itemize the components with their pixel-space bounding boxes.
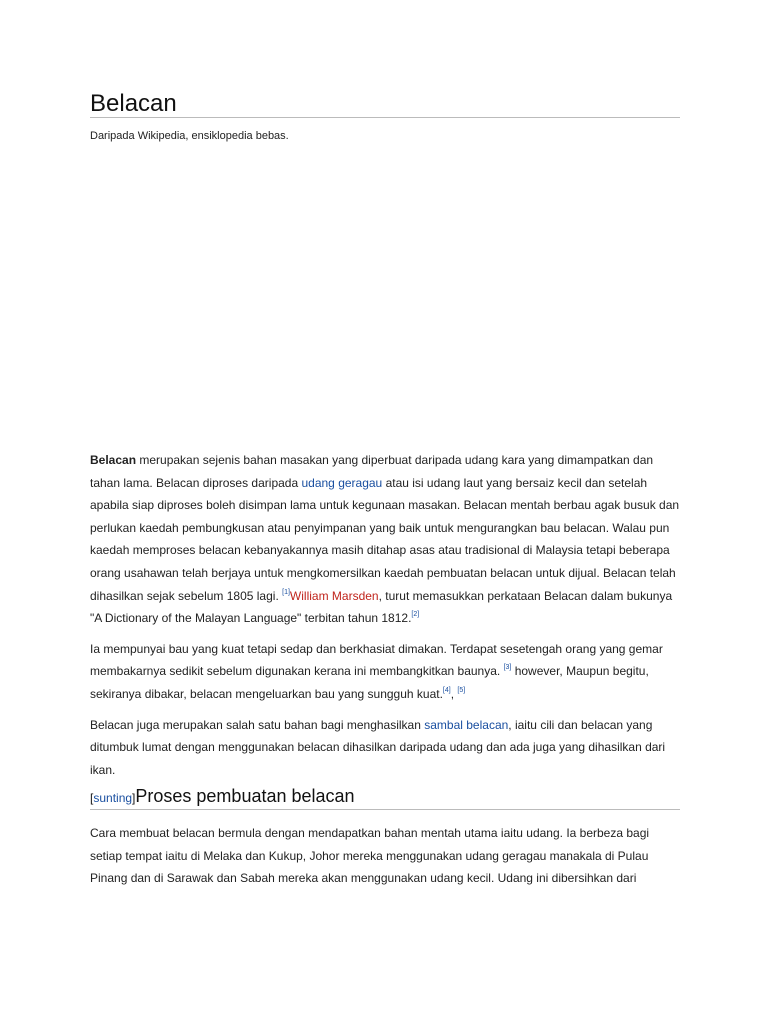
section-title: Proses pembuatan belacan <box>135 786 355 806</box>
section-divider <box>90 809 680 810</box>
paragraph-aroma <box>90 638 680 706</box>
page-title: Belacan <box>90 90 177 117</box>
section-body <box>90 822 680 898</box>
reference-2[interactable]: [2] <box>411 611 420 619</box>
reference-4[interactable]: [4] <box>442 686 451 694</box>
edit-bracket-close: ] <box>132 791 136 805</box>
text-run: Ia mempunyai bau yang kuat tetapi sedap dan berkhasiat dimakan. Terdapat sesetengah orang yang gemar membakarnya sedikit sebelum digunakan kerana ini membangkitkan baunya. <box>90 641 663 679</box>
title-divider <box>90 117 680 118</box>
text-run: , iaitu cili dan belacan yang ditumbuk lumat dengan menggunakan belacan dihasilkan daripada udang dan ada juga yang dihasilkan dari ikan. <box>90 717 666 777</box>
text-run: Belacan juga merupakan salah satu bahan bagi menghasilkan <box>90 717 425 732</box>
paragraph-sambal <box>90 714 680 782</box>
paragraph-intro <box>90 449 680 630</box>
reference-3[interactable]: [3] <box>503 664 512 672</box>
reference-5[interactable]: [5] <box>457 686 466 694</box>
link-udang-geragau[interactable]: udang geragau <box>301 475 383 490</box>
paragraph-process: Cara membuat belacan bermula dengan mendapatkan bahan mentah utama iaitu udang. Ia berbeza bagi setiap tempat iaitu di Melaka dan Kukup, Johor mereka menggunakan udang geragau manakala di Pulau Pinang dan di Sarawak dan Sabah mereka akan menggunakan udang kecil. Udang ini dibersihkan dari <box>90 826 650 886</box>
text-run: atau isi udang laut yang bersaiz kecil dan setelah apabila siap diproses boleh disimpan lama untuk kegunaan masakan. Belacan mentah berbau agak busuk dan perlukan kaedah pembungkusan atau penyimpanan yang baik untuk mengurangkan bau belacan. Walau pun kaedah memproses belacan kebanyakannya masih ditahap asas atau tradisional di Malaysia tetapi beberapa orang usahawan telah berjaya untuk mengkomersilkan kaedah pembuatan belacan untuk dijual. Belacan telah dihasilkan sejak sebelum 1805 lagi. <box>90 475 680 603</box>
reference-1[interactable]: [1] <box>282 588 290 596</box>
article-body <box>90 449 680 789</box>
link-sambal-belacan[interactable]: sambal belacan <box>424 717 509 732</box>
edit-section-link[interactable]: sunting <box>93 791 133 805</box>
text-run: merupakan sejenis bahan masakan yang diperbuat daripada udang kara yang dimampatkan dan tahan lama. Belacan diproses daripada <box>90 453 654 490</box>
bold-term: Belacan <box>90 453 137 467</box>
text-run: , turut memasukkan perkataan Belacan dalam bukunya "A Dictionary of the Malayan Language" terbitan tahun 1812. <box>90 588 673 626</box>
text-run: however, Maupun begitu, sekiranya dibakar, belacan mengeluarkan bau yang sungguh kuat. <box>90 664 649 701</box>
page-tagline: Daripada Wikipedia, ensiklopedia bebas. <box>90 130 289 142</box>
text-run: , <box>450 686 458 701</box>
edit-bracket-open: [ <box>90 791 94 805</box>
link-william-marsden[interactable]: William Marsden <box>289 588 379 603</box>
section-heading <box>90 783 680 811</box>
